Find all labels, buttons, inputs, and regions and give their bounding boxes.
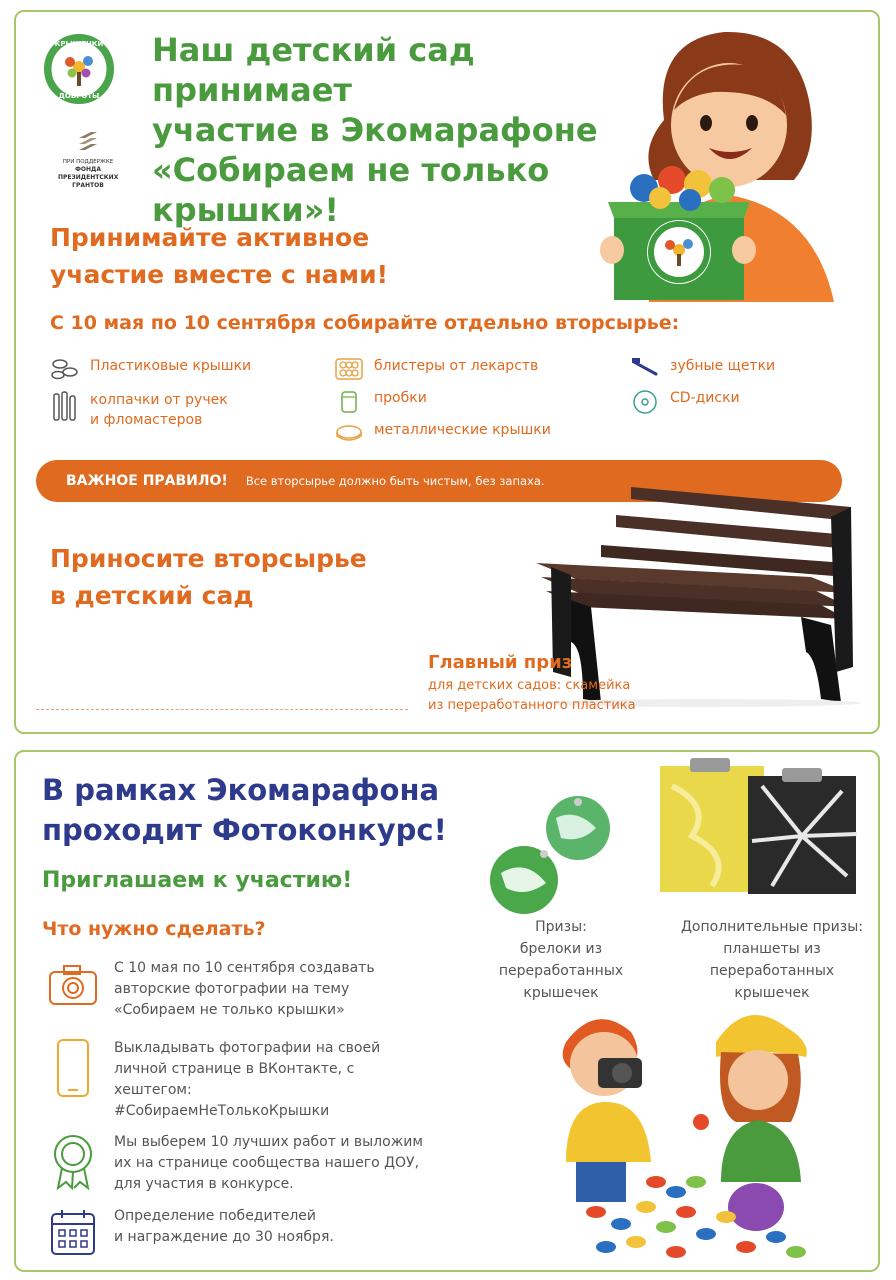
contest-title-line: В рамках Экомарафона: [42, 773, 440, 807]
item-label: Пластиковые крышки: [90, 358, 252, 374]
what-to-do-heading: Что нужно сделать?: [42, 918, 266, 940]
step-hashtag: #СобираемНеТолькоКрышки: [114, 1103, 330, 1119]
step-line: для участия в конкурсе.: [114, 1176, 294, 1192]
toothbrush-icon: [630, 356, 660, 382]
bring-heading-line: в детский сад: [50, 581, 254, 610]
caps-icon: [50, 356, 80, 382]
collect-period-text: С 10 мая по 10 сентября собирайте отдельно вторсырье:: [50, 312, 680, 334]
prize-caption-line: переработанных: [709, 963, 835, 979]
recycled-bench-illustration: [531, 467, 871, 707]
step-line: Определение победителей: [114, 1208, 317, 1224]
item-label: зубные щетки: [670, 358, 776, 374]
item-label: блистеры от лекарств: [374, 358, 539, 374]
kryshechki-dobroty-logo: [44, 34, 114, 104]
eco-marathon-card: [14, 10, 880, 734]
item-pen-caps: [50, 390, 228, 430]
contest-title-line: проходит Фотоконкурс!: [42, 813, 447, 847]
camera-icon: [46, 958, 100, 1012]
prize-caption-line: крышечек: [523, 985, 599, 1001]
pen-caps-icon: [50, 390, 80, 416]
step-line: С 10 мая по 10 сентября создавать: [114, 960, 375, 976]
medal-icon: [46, 1132, 100, 1186]
title-line: крышки»!: [152, 191, 339, 229]
grants-mark-icon: [77, 130, 99, 154]
participate-heading-line: участие вместе с нами!: [50, 260, 389, 289]
item-label: CD-диски: [670, 390, 740, 406]
step-line: Выкладывать фотографии на своей: [114, 1040, 381, 1056]
step-line: авторские фотографии на тему: [114, 981, 350, 997]
main-prize-text: [428, 676, 728, 716]
item-label: и фломастеров: [90, 412, 203, 428]
prize-caption-line: переработанных: [498, 963, 624, 979]
metal-cap-icon: [334, 420, 364, 446]
step-line: Мы выберем 10 лучших работ и выложим: [114, 1134, 423, 1150]
girl-with-box-illustration: [594, 20, 844, 302]
rule-text: Все вторсырье должно быть чистым, без запаха.: [245, 474, 545, 488]
logo-top-text: КРЫШЕЧКИ: [54, 40, 104, 48]
item-label: пробки: [374, 390, 427, 406]
logo-ring-icon: [44, 34, 114, 104]
item-corks: [334, 388, 427, 414]
item-label: металлические крышки: [374, 422, 551, 438]
invite-text: Приглашаем к участию!: [42, 868, 353, 893]
item-plastic-caps: [50, 356, 251, 382]
grant-support-text: ПРИ ПОДДЕРЖКЕ: [62, 159, 114, 165]
prize-caption-line: планшеты из: [723, 941, 821, 957]
main-prize-line: для детских садов: скамейка: [428, 678, 631, 693]
kids-with-caps-illustration: [536, 1002, 826, 1268]
rule-title: ВАЖНОЕ ПРАВИЛО!: [66, 473, 228, 489]
step-line: «Собираем не только крышки»: [114, 1002, 345, 1018]
step-selection: [46, 1132, 466, 1195]
prize-caption-line: Призы:: [535, 919, 587, 935]
bring-heading: [50, 540, 470, 614]
item-cd-discs: [630, 388, 740, 414]
main-prize-title: Главный приз: [428, 652, 573, 673]
grant-name-3: ГРАНТОВ: [72, 182, 104, 189]
step-line: хештегом:: [114, 1082, 192, 1098]
prize-keychains-caption: [486, 916, 636, 1004]
divider-dashed: [36, 709, 408, 710]
prize-caption-line: крышечек: [734, 985, 810, 1001]
cork-icon: [334, 388, 364, 414]
grant-name-1: ФОНДА: [74, 166, 102, 173]
cd-icon: [630, 388, 660, 414]
step-line: личной странице в ВКонтакте, с: [114, 1061, 355, 1077]
step-create-photos: [46, 958, 446, 1021]
photo-contest-title: [42, 770, 522, 850]
item-blisters: [334, 356, 538, 382]
step-winners: [46, 1206, 446, 1260]
keychains-illustration: [486, 788, 616, 928]
grant-name-2: ПРЕЗИДЕНТСКИХ: [58, 174, 119, 181]
bring-heading-line: Приносите вторсырье: [50, 544, 367, 573]
step-line: их на странице сообщества нашего ДОУ,: [114, 1155, 420, 1171]
prize-caption-line: брелоки из: [519, 941, 603, 957]
main-prize-line: из переработанного пластика: [428, 698, 636, 713]
item-metal-caps: [334, 420, 551, 446]
step-post-photos: [46, 1038, 446, 1122]
title-line: «Собираем не только: [152, 151, 550, 189]
step-line: и награждение до 30 ноября.: [114, 1229, 334, 1245]
prize-caption-line: Дополнительные призы:: [680, 919, 863, 935]
blister-icon: [334, 356, 364, 382]
participate-heading-line: Принимайте активное: [50, 223, 370, 252]
item-label: колпачки от ручек: [90, 392, 228, 408]
logo-bottom-text: ДОБРОТЫ: [58, 92, 100, 100]
clipboards-illustration: [652, 746, 866, 896]
prize-tablets-caption: [672, 916, 872, 1004]
participate-heading: [50, 219, 470, 293]
title-line: Наш детский сад принимает: [152, 31, 475, 109]
title-line: участие в Экомарафоне: [152, 111, 598, 149]
item-toothbrushes: [630, 356, 775, 382]
calendar-icon: [46, 1206, 100, 1260]
photo-contest-card: [14, 750, 880, 1272]
presidential-grants-logo: [58, 130, 118, 190]
phone-icon: [46, 1038, 100, 1092]
